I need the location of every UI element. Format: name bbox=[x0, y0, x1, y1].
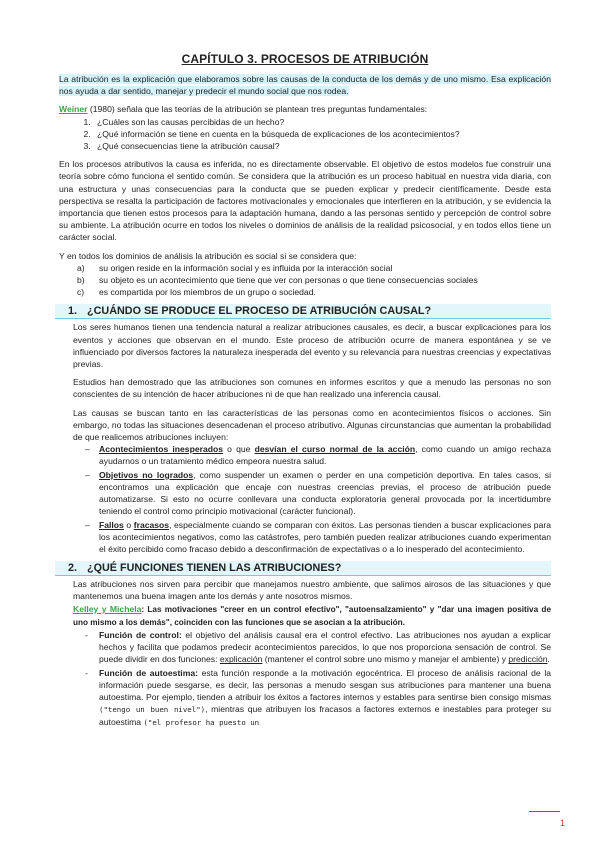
footer-divider bbox=[529, 811, 560, 812]
list-item: - Función de control: el objetivo del análisis causal era el control efectivo. Las atribuciones nos ayudan a explicar hechos y facilita que podamos predecir acontecimientos parecidos, lo que nos proporciona sensación de control. Se puede dividir en dos funciones: explicación (mantener el control sobre uno mismo y manejar el ambiente) y predicción. bbox=[85, 629, 552, 665]
functions-list bbox=[59, 629, 551, 730]
list-item: – Fallos o fracasos, especialmente cuando se comparan con éxitos. Las personas tienden a buscar explicaciones para los acontecimientos negativos, como las catástrofes, pero también pueden realizar atribuciones cuando experimentan el éxito percibido como fracaso debido a desconfirmación de expectativas o a lo inesperado del acontecimiento. bbox=[85, 519, 551, 554]
circumstances-list bbox=[59, 443, 551, 555]
section-heading-2: 2. ¿QUÉ FUNCIONES TIENEN LAS ATRIBUCIONES? bbox=[55, 561, 551, 576]
intro-paragraph bbox=[59, 73, 551, 97]
kelley-paragraph: Kelley y Michela: Las motivaciones "creer en un control efectivo", "autoensalzamiento" y "dar una imagen positiva de uno mismo a los demás", coinciden con las funciones que se asocian a la atribución. bbox=[73, 603, 551, 627]
list-item: – Objetivos no logrados, como suspender un examen o perder en una competición deportiva. En tales casos, si encontramos una explicación que encaje con nuestras creencias previas, el proceso de atribución puede automatizarse. Si esto no ocurre conllevara una conducta exploratoria general provocada por la incertidumbre teniendo el control como principio motivacional (carácter funcional). bbox=[85, 469, 551, 517]
list-item: – Acontecimientos inesperados o que desvían el curso normal de la acción, como cuando un amigo rechaza ayudarnos o un tratamiento médico empeora nuestra salud. bbox=[85, 444, 551, 467]
section-2-body bbox=[59, 578, 551, 629]
list-item: a) su origen reside en la información social y es influida por la interacción social bbox=[77, 262, 393, 273]
section-1-paragraph: Los seres humanos tienen una tendencia natural a realizar atribuciones causales, es decir, a buscar explicaciones para los eventos y acciones que observan en el mundo. Este proceso de atribución ocurre de manera espontánea y se ve influenciado por diversos factores la naturaleza inesperada del evento y su relevancia para nuestras creencias y expectativas previas. bbox=[73, 322, 551, 370]
intro-highlight: La atribución es la explicación que elaboramos sobre las causas de la conducta de los demás y de uno mismo. Esa explicación nos ayuda a dar sentido, manejar y predecir el mundo social que nos rodea. bbox=[59, 74, 551, 97]
social-intro: Y en todos los dominios de análisis la atribución es social si se considera que: bbox=[59, 250, 357, 261]
section-2-paragraph: Las atribuciones nos sirven para percibir que manejamos nuestro ambiente, que salimos airosos de las situaciones y que mantenemos una buena imagen ante los demás y ante nosotros mismos. bbox=[73, 579, 551, 602]
kelley-link[interactable]: Kelley y Michela bbox=[73, 603, 142, 614]
weiner-questions bbox=[59, 116, 551, 153]
weiner-link[interactable]: Weiner bbox=[59, 104, 88, 115]
section-1-paragraph: Las causas se buscan tanto en las características de las personas como en acontecimientos físicos o acciones. Sin embargo, no todas las situaciones desencadenan el proceso atributivo. Algunas circunstancias que aumentan la probabilidad de que realicemos atribuciones incluyen: bbox=[73, 407, 551, 443]
section-heading-1: 1. ¿CUÁNDO SE PRODUCE EL PROCESO DE ATRIBUCIÓN CAUSAL? bbox=[55, 304, 551, 319]
list-item: 3. ¿Qué consecuencias tiene la atribución causal? bbox=[93, 140, 551, 152]
list-item: c) es compartida por los miembros de un grupo o sociedad. bbox=[77, 287, 316, 298]
list-item: 2. ¿Qué información se tiene en cuenta en la búsqueda de explicaciones de los acontecimientos? bbox=[93, 128, 551, 140]
document-body bbox=[59, 52, 551, 734]
social-list bbox=[59, 262, 551, 299]
weiner-text: (1980) señala que las teorías de la atribución se plantean tres preguntas fundamentales: bbox=[87, 104, 428, 115]
list-item: - Función de autoestima: esta función responde a la motivación egocéntrica. El proceso de análisis racional de la información puede sesgarse, es decir, las personas a menudo sesgan sus atribuciones para mantener una buena autoestima. Por ejemplo, tienden a atribuir los éxitos a factores internos y estables para sentirse bien consigo mismas ("tengo un buen nivel"), mientras que atribuyen los fracasos a factores externos e inestables para proteger su autoestima ("el profesor ha puesto un bbox=[85, 667, 552, 728]
chapter-title: CAPÍTULO 3. PROCESOS DE ATRIBUCIÓN bbox=[181, 52, 429, 66]
list-item: b) su objeto es un acontecimiento que tiene que ver con personas o que tiene consecuencias sociales bbox=[77, 275, 478, 286]
list-item: 1. ¿Cuáles son las causas percibidas de un hecho? bbox=[93, 116, 551, 128]
section-1-body bbox=[59, 321, 551, 443]
section-1-paragraph: Estudios han demostrado que las atribuciones son comunes en informes escritos y que a menudo las personas no son conscientes de su intención de hacer atribuciones ni de que han realizado una inferencia causal. bbox=[73, 377, 551, 400]
weiner-paragraph bbox=[59, 103, 551, 115]
attribution-paragraph: En los procesos atributivos la causa es inferida, no es directamente observable. El objetivo de estos modelos fue construir una teoría sobre cómo funciona el sentido común. Se considera que la atribución es un proceso habitual en nuestra vida diaria, con una estructura y unas consecuencias para la conducta que se pueden explicar y predecir científicamente. Desde esta perspectiva se resalta la participación de factores motivacionales y emocionales que interfieren en la atribución, y se evidencia la importancia que tienen estos procesos para la adaptación humana, dando a las personas sentido y percepción de control sobre su ambiente. La atribución ocurre en todos los niveles o dominios de análisis de la realidad psicosocial, y en todos ellos tiene un carácter social. bbox=[59, 159, 551, 243]
page-number: 1 bbox=[560, 818, 566, 828]
